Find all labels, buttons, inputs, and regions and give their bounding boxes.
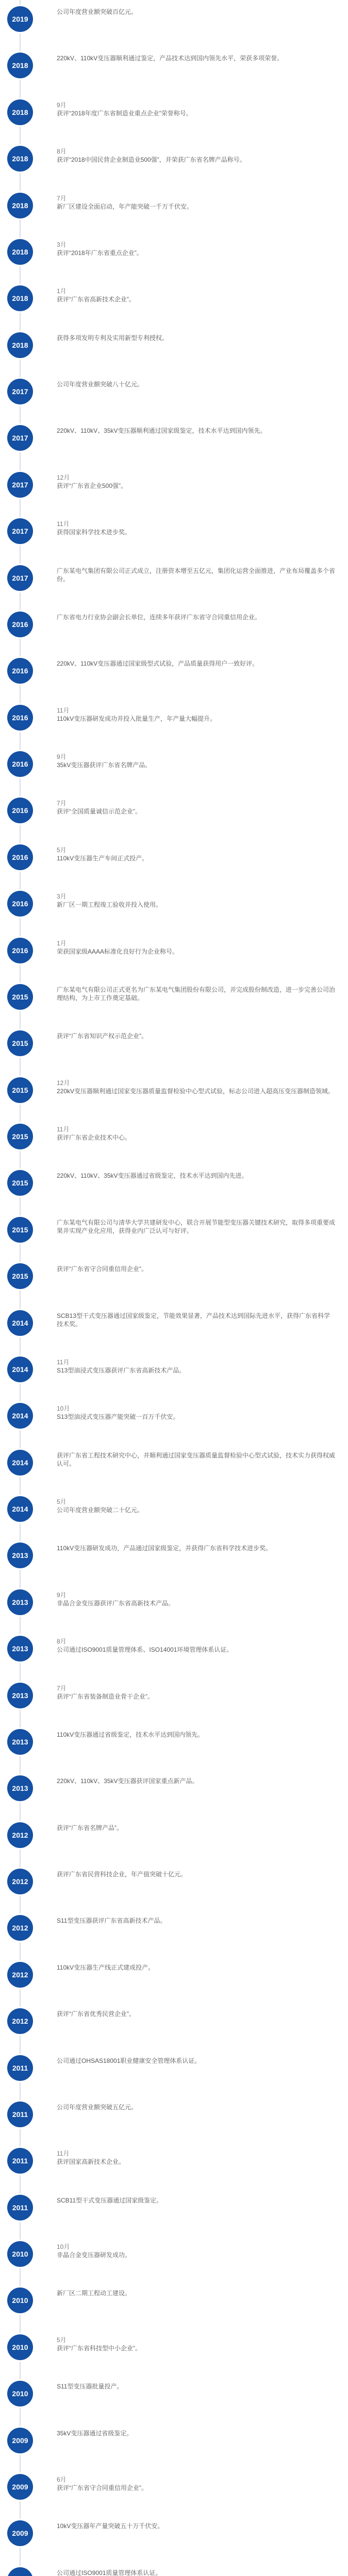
year-badge: 2016: [7, 705, 33, 731]
entry-text: 35kV变压器通过省级鉴定。: [57, 2430, 133, 2437]
year-badge: 2013: [7, 1543, 33, 1568]
year-badge: 2016: [7, 844, 33, 870]
year-badge: 2012: [7, 1869, 33, 1894]
entry-month: 3月: [57, 893, 67, 900]
entry-month: 8月: [57, 1638, 67, 1645]
year-badge: 2017: [7, 565, 33, 591]
year-badge: 2013: [7, 1729, 33, 1755]
entry-text: 220kV、110kV变压器通过国家级型式试验，产品质量获得用户一致好评。: [57, 660, 259, 667]
entry-content: [57, 1870, 335, 1878]
year-badge: 2014: [7, 1310, 33, 1336]
entry-month: 5月: [57, 2336, 67, 2344]
entry-content: [57, 1824, 335, 1832]
year-badge: 2018: [7, 239, 33, 265]
entry-content: [57, 194, 335, 211]
entry-month: 10月: [57, 1405, 70, 1412]
year-badge: 2016: [7, 891, 33, 917]
entry-content: [57, 1963, 335, 1972]
entry-text: 公司通过ISO9001质量管理体系认证。: [57, 2569, 162, 2576]
entry-text: 获评“2018年度广东省制造业重点企业”荣誉称号。: [57, 110, 192, 117]
year-badge: 2018: [7, 146, 33, 172]
entry-text: 获评广东省工程技术研究中心，并顺利通过国家变压器质量监督检验中心型式试验，技术实力获得权威认可。: [57, 1452, 336, 1467]
year-badge: 2017: [7, 379, 33, 404]
year-badge: 2015: [7, 1077, 33, 1103]
year-badge: 2017: [7, 472, 33, 498]
year-badge: 2019: [7, 6, 33, 32]
entry-text: 获评“广东省高新技术企业”。: [57, 296, 135, 303]
entry-text: 220kV、110kV变压器顺利通过鉴定，产品技术达到国内领先水平，荣获多项荣誉。: [57, 55, 284, 62]
year-badge: 2015: [7, 1170, 33, 1196]
entry-month: 7月: [57, 195, 67, 202]
entry-text: 获评“2018年广东省重点企业”。: [57, 249, 143, 257]
entry-content: [57, 892, 335, 909]
entry-content: [57, 1544, 335, 1552]
year-badge: 2015: [7, 1263, 33, 1289]
entry-text: 公司通过OHSAS18001职业健康安全管理体系认证。: [57, 2057, 201, 2064]
entry-content: [57, 2289, 335, 2297]
entry-month: 12月: [57, 474, 70, 481]
entry-month: 7月: [57, 800, 67, 807]
year-badge: 2018: [7, 193, 33, 218]
entry-content: [57, 1265, 335, 1273]
year-badge: 2009: [7, 2474, 33, 2500]
entry-text: S13型油浸式变压器产能突破一百万千伏安。: [57, 1413, 179, 1420]
entry-text: 非晶合金变压器获评广东省高新技术产品。: [57, 1600, 175, 1607]
entry-month: 1月: [57, 940, 67, 947]
entry-text: 新厂区二期工程动工建设。: [57, 2290, 131, 2297]
entry-content: [57, 2243, 335, 2259]
entry-text: SCB13型干式变压器通过国家级鉴定，节能效果显著，产品技术达到国际先进水平，获得广东省科学技术奖。: [57, 1312, 330, 1328]
entry-month: 9月: [57, 101, 67, 109]
year-badge: 2013: [7, 1636, 33, 1662]
entry-text: 获评“广东省科技型中小企业”。: [57, 2345, 141, 2352]
entry-content: [57, 1451, 335, 1468]
year-badge: 2009: [7, 2520, 33, 2546]
year-badge: 2018: [7, 99, 33, 125]
entry-content: [57, 2382, 335, 2391]
entry-content: [57, 1218, 335, 1235]
entry-text: 220kV变压器顺利通过国家变压器质量监督检验中心型式试验，标志公司进入超高压变压器制造领域。: [57, 1088, 335, 1095]
entry-month: 9月: [57, 1591, 67, 1599]
entry-month: 1月: [57, 287, 67, 295]
entry-content: [57, 241, 335, 257]
year-badge: 2015: [7, 1217, 33, 1243]
year-badge: 2015: [7, 1124, 33, 1149]
year-badge: 2010: [7, 2241, 33, 2267]
entry-text: 公司通过ISO9001质量管理体系、ISO14001环境管理体系认证。: [57, 1646, 233, 1653]
year-badge: [7, 2567, 33, 2576]
entry-month: 7月: [57, 1685, 67, 1692]
year-badge: 2012: [7, 1962, 33, 1988]
entry-text: 220kV、110kV、35kV变压器通过省级鉴定，技术水平达到国内先进。: [57, 1172, 248, 1179]
entry-text: 220kV、110kV、35kV变压器获评国家重点新产品。: [57, 1777, 198, 1785]
entry-content: [57, 2103, 335, 2111]
entry-content: [57, 706, 335, 723]
entry-content: [57, 846, 335, 862]
entry-month: 11月: [57, 1359, 70, 1366]
entry-text: 获评国家高新技术企业。: [57, 2158, 125, 2165]
entry-content: [57, 8, 335, 16]
entry-content: [57, 1777, 335, 1785]
entry-text: 非晶合金变压器研发成功。: [57, 2251, 131, 2259]
year-badge: 2012: [7, 1822, 33, 1848]
year-badge: 2014: [7, 1496, 33, 1522]
entry-text: 公司年度营业额突破百亿元。: [57, 8, 138, 15]
entry-content: [57, 799, 335, 816]
year-badge: 2014: [7, 1450, 33, 1476]
entry-text: 获评“全国质量诚信示范企业”。: [57, 808, 141, 815]
year-badge: 2016: [7, 938, 33, 963]
entry-text: 新厂区建设全面启动，年产能突破一千万千伏安。: [57, 203, 193, 210]
entry-content: [57, 1172, 335, 1180]
entry-content: [57, 1637, 335, 1654]
entry-content: [57, 2149, 335, 2166]
entry-text: 110kV变压器生产车间正式投产。: [57, 855, 148, 862]
year-badge: 2013: [7, 1683, 33, 1708]
entry-content: [57, 2569, 335, 2576]
year-badge: 2012: [7, 1915, 33, 1941]
entry-text: 35kV变压器获评广东省名牌产品。: [57, 761, 152, 769]
entry-content: [57, 380, 335, 388]
year-badge: 2018: [7, 53, 33, 78]
entry-text: S13型油浸式变压器获评广东省高新技术产品。: [57, 1367, 186, 1374]
year-badge: 2010: [7, 2287, 33, 2313]
entry-content: [57, 567, 335, 583]
entry-content: [57, 2057, 335, 2065]
entry-content: [57, 1032, 335, 1040]
entry-month: 11月: [57, 707, 70, 714]
entry-month: 6月: [57, 2476, 67, 2483]
entry-month: 5月: [57, 846, 67, 854]
year-badge: 2013: [7, 1775, 33, 1801]
entry-text: S11型变压器获评广东省高新技术产品。: [57, 1917, 167, 1924]
entry-content: [57, 520, 335, 536]
entry-month: 11月: [57, 1126, 70, 1133]
year-badge: 2017: [7, 425, 33, 451]
entry-content: [57, 473, 335, 490]
entry-content: [57, 2336, 335, 2352]
entry-content: [57, 2429, 335, 2437]
year-badge: 2015: [7, 984, 33, 1010]
entry-month: 8月: [57, 148, 67, 155]
entry-content: [57, 659, 335, 668]
entry-text: 广东省电力行业协会副会长单位，连续多年获评广东省守合同重信用企业。: [57, 614, 261, 621]
entry-text: S11型变压器批量投产。: [57, 2383, 123, 2390]
year-badge: 2018: [7, 332, 33, 358]
entry-text: 新厂区一期工程竣工验收并投入使用。: [57, 901, 162, 908]
year-badge: 2014: [7, 1403, 33, 1429]
entry-text: 获评“广东省知识产权示范企业”。: [57, 1032, 147, 1040]
year-badge: 2009: [7, 2428, 33, 2453]
entry-text: 获评“2018中国民营企业制造业500强”，并荣获广东省名牌产品称号。: [57, 156, 246, 163]
entry-text: 110kV变压器研发成功，产品通过国家级鉴定，并获得广东省科学技术进步奖。: [57, 1545, 272, 1552]
entry-month: 3月: [57, 241, 67, 248]
entry-text: 110kV变压器通过省级鉴定，技术水平达到国内领先。: [57, 1731, 204, 1738]
year-badge: 2016: [7, 612, 33, 637]
entry-content: [57, 1312, 335, 1328]
year-badge: 2016: [7, 798, 33, 823]
year-badge: 2017: [7, 518, 33, 544]
entry-content: [57, 939, 335, 956]
entry-text: SCB11型干式变压器通过国家级鉴定。: [57, 2197, 163, 2204]
entry-text: 获评“广东省装备制造业骨干企业”。: [57, 1693, 154, 1700]
entry-content: [57, 2522, 335, 2530]
year-badge: 2011: [7, 2195, 33, 2221]
entry-text: 公司年度营业额突破八十亿元。: [57, 381, 144, 388]
entry-content: [57, 54, 335, 62]
entry-content: [57, 1591, 335, 1607]
year-badge: 2011: [7, 2148, 33, 2174]
entry-text: 获得国家科学技术进步奖。: [57, 529, 131, 536]
entry-month: 5月: [57, 1498, 67, 1505]
year-badge: 2013: [7, 1589, 33, 1615]
entry-month: 10月: [57, 2243, 70, 2250]
entry-text: 获评“广东省守合同重信用企业”。: [57, 2484, 147, 2492]
year-badge: 2015: [7, 1030, 33, 1056]
entry-content: [57, 101, 335, 117]
entry-text: 110kV变压器生产线正式建成投产。: [57, 1964, 155, 1971]
entry-content: [57, 986, 335, 1002]
year-badge: 2011: [7, 2102, 33, 2127]
entry-text: 公司年度营业额突破二十亿元。: [57, 1506, 144, 1514]
entry-content: [57, 1498, 335, 1514]
entry-content: [57, 427, 335, 435]
entry-content: [57, 147, 335, 164]
entry-text: 获评“广东省优秀民营企业”。: [57, 2010, 135, 2018]
year-badge: 2012: [7, 2008, 33, 2034]
entry-content: [57, 1684, 335, 1701]
entry-content: [57, 2476, 335, 2492]
entry-text: 获评“广东省企业500强”。: [57, 482, 127, 489]
entry-text: 荣获国家级AAAA标准化良好行为企业称号。: [57, 948, 179, 955]
entry-text: 广东某电气集团有限公司正式成立，注册资本增至五亿元，集团化运营全面推进，产业布局覆盖多个省份。: [57, 567, 336, 583]
entry-text: 获得多项发明专利及实用新型专利授权。: [57, 334, 169, 342]
entry-month: 12月: [57, 1079, 70, 1087]
entry-text: 220kV、110kV、35kV变压器顺利通过国家级鉴定，技术水平达到国内领先。: [57, 427, 267, 434]
entry-content: [57, 287, 335, 303]
entry-content: [57, 1125, 335, 1142]
year-badge: 2014: [7, 1357, 33, 1382]
entry-month: 11月: [57, 2150, 70, 2157]
entry-text: 获评广东省民营科技企业，年产值突破十亿元。: [57, 1871, 187, 1878]
entry-text: 广东某电气有限公司与清华大学共建研发中心，联合开展节能型变压器关键技术研究，取得多项重要成果并实现产业化应用，获得业内广泛认可与好评。: [57, 1219, 336, 1234]
entry-content: [57, 2196, 335, 2205]
entry-month: 9月: [57, 753, 67, 760]
entry-text: 获评“广东省守合同重信用企业”。: [57, 1265, 147, 1273]
year-badge: 2011: [7, 2055, 33, 2081]
year-badge: 2018: [7, 285, 33, 311]
year-badge: 2016: [7, 751, 33, 777]
entry-month: 11月: [57, 520, 70, 528]
entry-content: [57, 753, 335, 769]
entry-text: 获评“广东省名牌产品”。: [57, 1824, 123, 1832]
entry-content: [57, 1731, 335, 1739]
entry-text: 广东某电气有限公司正式更名为广东某电气集团股份有限公司，并完成股份制改造，进一步完善公司治理结构，为上市工作奠定基础。: [57, 986, 336, 1002]
year-badge: 2010: [7, 2381, 33, 2406]
entry-content: [57, 2010, 335, 2018]
entry-content: [57, 1404, 335, 1421]
entry-content: [57, 1917, 335, 1925]
entry-text: 10kV变压器年产量突破五十万千伏安。: [57, 2522, 164, 2530]
entry-content: [57, 1358, 335, 1375]
entry-text: 获评广东省企业技术中心。: [57, 1134, 131, 1141]
year-badge: 2016: [7, 658, 33, 684]
entry-content: [57, 1079, 335, 1095]
entry-text: 公司年度营业额突破五亿元。: [57, 2104, 138, 2111]
year-badge: 2010: [7, 2334, 33, 2360]
entry-text: 110kV变压器研发成功并投入批量生产，年产量大幅提升。: [57, 715, 217, 722]
entry-content: [57, 613, 335, 621]
entry-content: [57, 334, 335, 342]
